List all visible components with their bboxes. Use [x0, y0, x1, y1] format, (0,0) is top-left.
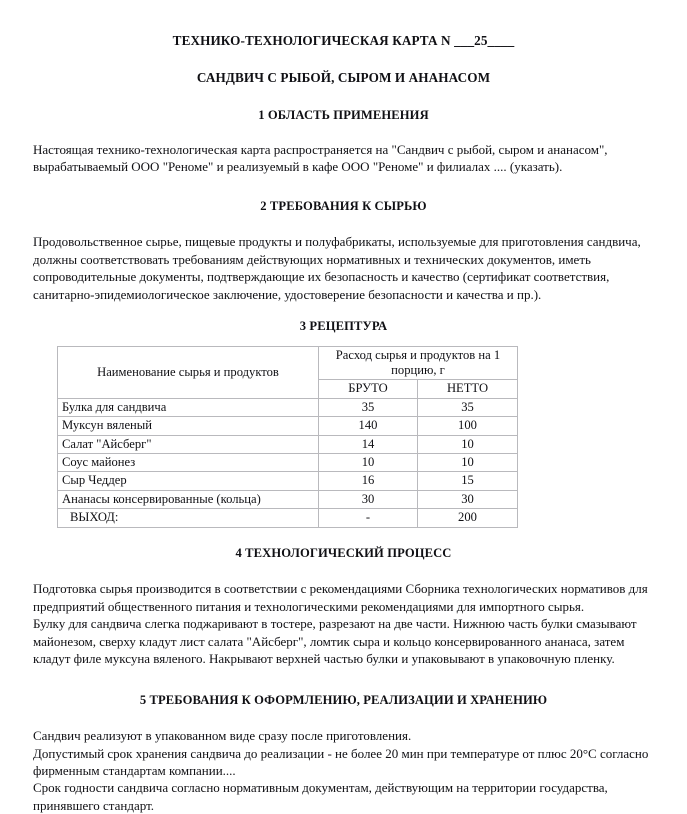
section-5-paragraph-1: Сандвич реализуют в упакованном виде сразу после приготовления.: [33, 728, 412, 744]
table-row: [58, 454, 518, 472]
table-row: [58, 398, 518, 416]
column-header-netto: НЕТТО: [418, 380, 518, 398]
section-1-heading: 1 ОБЛАСТЬ ПРИМЕНЕНИЯ: [258, 108, 429, 122]
cell-ingredient-name: Ананасы консервированные (кольца): [58, 490, 319, 508]
cell-netto: 30: [418, 490, 518, 508]
cell-bruto: 10: [319, 454, 418, 472]
table-header-row: [58, 346, 518, 380]
recipe-table: [57, 346, 518, 528]
cell-netto: 100: [418, 417, 518, 435]
document-title: ТЕХНИКО-ТЕХНОЛОГИЧЕСКАЯ КАРТА N ___25____: [172, 33, 515, 48]
section-4-body: [0, 580, 687, 667]
table-row: [58, 435, 518, 453]
section-1-body: [0, 141, 687, 176]
recipe-table-head: [58, 346, 518, 398]
section-5-heading: 5 ТРЕБОВАНИЯ К ОФОРМЛЕНИЮ, РЕАЛИЗАЦИИ И ХРАНЕНИЮ: [139, 693, 548, 708]
cell-netto: 10: [418, 435, 518, 453]
table-row: [58, 490, 518, 508]
recipe-table-container: [0, 346, 687, 528]
cell-ingredient-name: Салат "Айсберг": [58, 435, 319, 453]
cell-bruto: 16: [319, 472, 418, 490]
cell-total-label: ВЫХОД:: [58, 509, 319, 527]
cell-bruto: 35: [319, 398, 418, 416]
section-5-paragraph-3: Срок годности сандвича согласно нормативным документам, действующим на территории государства, принявшего стандарт.: [33, 780, 608, 813]
section-2-body: [0, 233, 687, 303]
cell-netto: 35: [418, 398, 518, 416]
cell-ingredient-name: Муксун вяленый: [58, 417, 319, 435]
column-header-rate: Расход сырья и продуктов на 1 порцию, г: [319, 346, 518, 380]
document-page: [0, 33, 687, 813]
table-row-total: [58, 509, 518, 527]
section-5-body: [0, 727, 687, 814]
section-1-paragraph: Настоящая технико-технологическая карта распространяется на "Сандвич с рыбой, сыром и ананасом", вырабатываемый ООО "Реноме" и реализуемый в кафе ООО "Реноме" и филиалах .... (указать).: [33, 141, 608, 175]
cell-bruto: 140: [319, 417, 418, 435]
column-header-name: Наименование сырья и продуктов: [58, 346, 319, 398]
section-4-heading: 4 ТЕХНОЛОГИЧЕСКИЙ ПРОЦЕСС: [235, 545, 452, 560]
section-5-paragraph-2: Допустимый срок хранения сандвича до реализации - не более 20 мин при температуре от плюс 20°С согласно фирменным стандартам компании....: [33, 745, 649, 779]
section-2-heading: 2 ТРЕБОВАНИЯ К СЫРЬЮ: [260, 198, 427, 213]
cell-total-netto: 200: [418, 509, 518, 527]
section-4-paragraph-1: Подготовка сырья производится в соответствии с рекомендациями Сборника технологических нормативов для предприятий общественного питания и технологическими рекомендациями для импортного сырья.: [33, 581, 648, 614]
cell-netto: 10: [418, 454, 518, 472]
cell-bruto: 14: [319, 435, 418, 453]
recipe-table-body: [58, 398, 518, 527]
cell-bruto: 30: [319, 490, 418, 508]
column-header-bruto: БРУТО: [319, 380, 418, 398]
section-4-paragraph-2: Булку для сандвича слегка поджаривают в тостере, разрезают на две части. Нижнюю часть булки смазывают майонезом, сверху кладут лист салата "Айсберг", ломтик сыра и кольцо консервированного ананаса, затем кладут филе муксуна вяленого. Накрывают верхней частью булки и упаковывают в упаковочную пленку.: [33, 616, 637, 667]
cell-total-bruto: -: [319, 509, 418, 527]
table-row: [58, 472, 518, 490]
section-3-heading: 3 РЕЦЕПТУРА: [299, 318, 388, 333]
table-row: [58, 417, 518, 435]
cell-netto: 15: [418, 472, 518, 490]
cell-ingredient-name: Булка для сандвича: [58, 398, 319, 416]
cell-ingredient-name: Соус майонез: [58, 454, 319, 472]
cell-ingredient-name: Сыр Чеддер: [58, 472, 319, 490]
section-2-paragraph: Продовольственное сырье, пищевые продукты и полуфабрикаты, используемые для приготовления сандвича, должны соответствовать требованиям действующих нормативных и технических документов, иметь сопроводительные документы, подтверждающие их безопасность и качество (сертификат соответствия, санитарно-эпидемиологическое заключение, удостоверение безопасности и качества и пр.).: [33, 234, 641, 302]
document-subtitle: САНДВИЧ С РЫБОЙ, СЫРОМ И АНАНАСОМ: [196, 69, 491, 85]
